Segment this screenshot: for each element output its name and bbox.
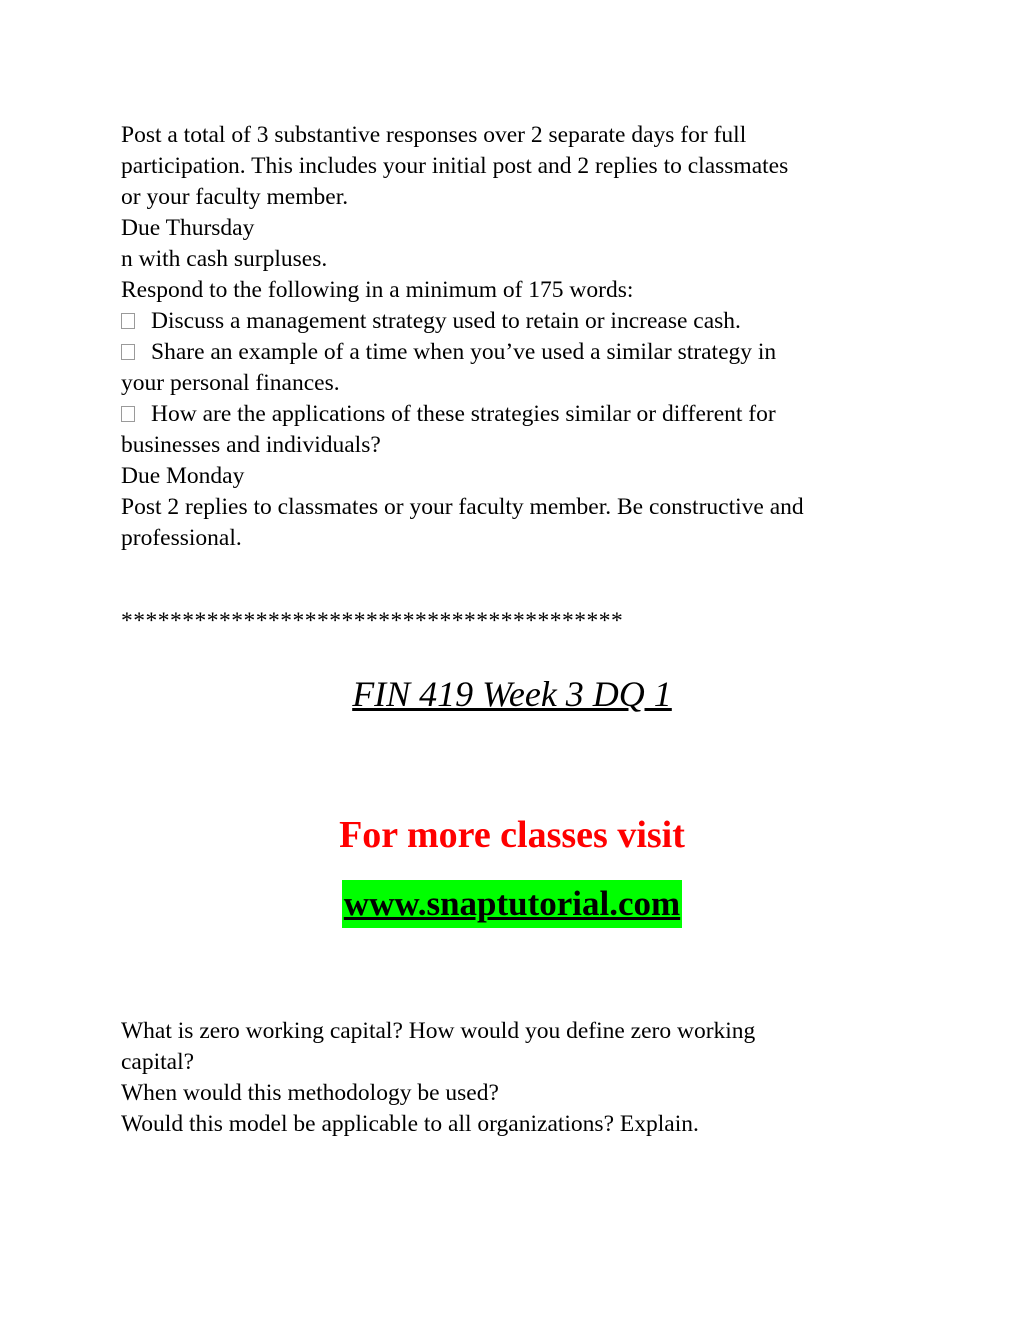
questions-block: [121, 1016, 921, 1140]
bullet-item: [121, 399, 921, 430]
missing-glyph-icon: [121, 344, 135, 360]
due-thursday: Due Thursday: [121, 215, 255, 241]
instructions-line: Respond to the following in a minimum of 175 words:: [121, 277, 634, 303]
bullet-item: [121, 337, 921, 368]
missing-glyph-icon: [121, 406, 135, 422]
separator: *****************************************: [121, 608, 624, 634]
snaptutorial-link[interactable]: www.snaptutorial.com: [342, 880, 682, 928]
intro-line: Post a total of 3 substantive responses over 2 separate days for full: [121, 122, 747, 148]
promo-link-wrap: [121, 880, 903, 928]
question-line: capital?: [121, 1049, 195, 1075]
intro-block: [121, 120, 921, 554]
bullet-text: Discuss a management strategy used to retain or increase cash.: [151, 308, 741, 334]
bullet-text: Share an example of a time when you’ve used a similar strategy in: [151, 339, 777, 365]
question-line: What is zero working capital? How would you define zero working: [121, 1018, 756, 1044]
question-line: When would this methodology be used?: [121, 1080, 499, 1106]
page-title: FIN 419 Week 3 DQ 1: [352, 674, 672, 714]
closing-line: Post 2 replies to classmates or your faculty member. Be constructive and: [121, 494, 804, 520]
question-line: Would this model be applicable to all organizations? Explain.: [121, 1111, 699, 1137]
closing-line: professional.: [121, 525, 242, 551]
bullet-text: How are the applications of these strategies similar or different for: [151, 401, 776, 427]
bullet-item: [121, 306, 921, 337]
bullet-continuation: businesses and individuals?: [121, 432, 381, 458]
document-page: [121, 120, 921, 1140]
missing-glyph-icon: [121, 313, 135, 329]
due-monday: Due Monday: [121, 463, 245, 489]
intro-line: n with cash surpluses.: [121, 246, 328, 272]
intro-line: or your faculty member.: [121, 184, 349, 210]
promo-heading: For more classes visit: [339, 814, 685, 856]
intro-line: participation. This includes your initial post and 2 replies to classmates: [121, 153, 789, 179]
bullet-continuation: your personal finances.: [121, 370, 340, 396]
